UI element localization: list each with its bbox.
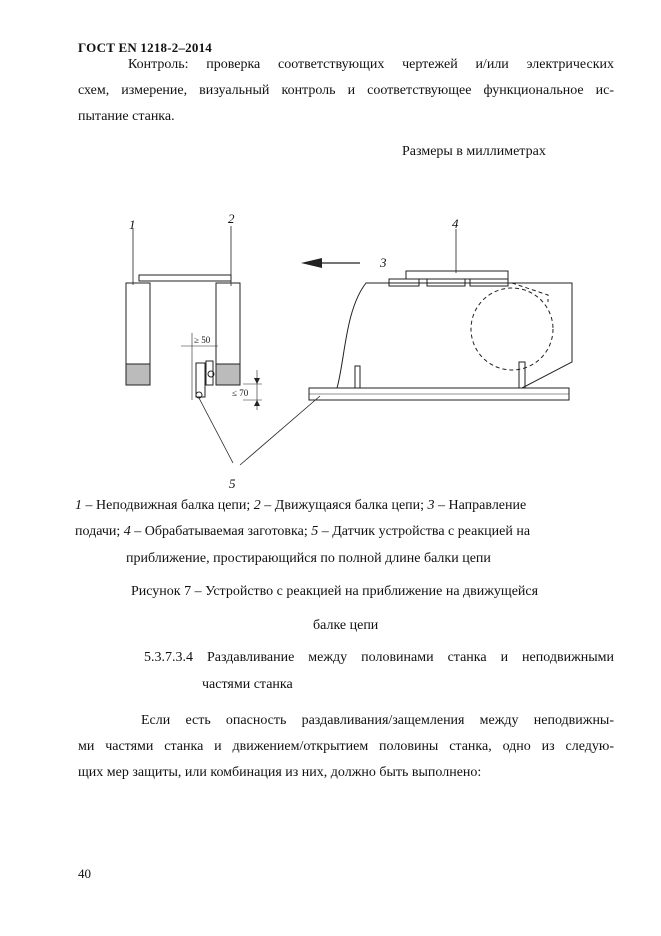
legend-text-1: – Неподвижная балка цепи;: [82, 498, 254, 513]
body-line-3: щих мер защиты, или комбинация из них, должно быть выполнено:: [78, 765, 482, 780]
legend-num-3: 3: [427, 498, 435, 513]
figure-caption-line-2: балке цепи: [313, 618, 379, 633]
page-number: 40: [78, 866, 91, 881]
legend-num-4: 4: [123, 524, 131, 539]
machine-half: [337, 283, 572, 388]
top-plate: [139, 275, 231, 281]
section-heading-line-2: частями станка: [202, 677, 293, 692]
body-line-1: Если есть опасность раздавливания/защемления между неподвижны-: [141, 713, 614, 728]
legend-text-2: – Движущаяся балка цепи;: [260, 498, 428, 513]
legend-num-2: 2: [253, 498, 261, 513]
dim-label-50: ≥ 50: [194, 335, 211, 345]
intro-line-2: схем, измерение, визуальный контроль и соответствующее функциональное ис-: [78, 83, 614, 98]
legend-text-4: – Обрабатываемая заготовка;: [130, 524, 312, 539]
legend-text-5: – Датчик устройства с реакцией на: [318, 524, 531, 539]
legend-line-2: [75, 524, 530, 540]
section-heading-line-1: 5.3.7.3.4 Раздавливание между половинами станка и неподвижными: [144, 650, 614, 665]
legend-text-3b: подачи;: [75, 524, 124, 539]
body-line-2: ми частями станка и движением/открытием половины станка, одно из следую-: [78, 739, 614, 754]
legend-text-3: – Направление: [434, 498, 527, 513]
legend-line-3: приближение, простирающийся по полной длине балки цепи: [126, 551, 491, 566]
figure-label-5: 5: [229, 476, 236, 491]
figure-caption-line-1: Рисунок 7 – Устройство с реакцией на приближение на движущейся: [131, 584, 539, 599]
figure-label-4: 4: [452, 216, 459, 231]
document-header: ГОСТ EN 1218-2–2014: [78, 40, 212, 55]
figure-label-3: 3: [380, 255, 387, 270]
figure-7-drawing: [0, 195, 661, 495]
intro-line-1: Контроль: проверка соответствующих чертежей и/или электрических: [128, 57, 614, 72]
figure-label-1: 1: [129, 217, 136, 232]
dimensions-note: Размеры в миллиметрах: [402, 144, 546, 159]
legend-num-1: 1: [75, 498, 82, 513]
legend-line-1: [75, 498, 526, 514]
dim-label-70: ≤ 70: [232, 388, 249, 398]
figure-label-2: 2: [228, 211, 235, 226]
intro-line-3: пытание станка.: [78, 109, 175, 124]
legend-num-5: 5: [311, 524, 319, 539]
